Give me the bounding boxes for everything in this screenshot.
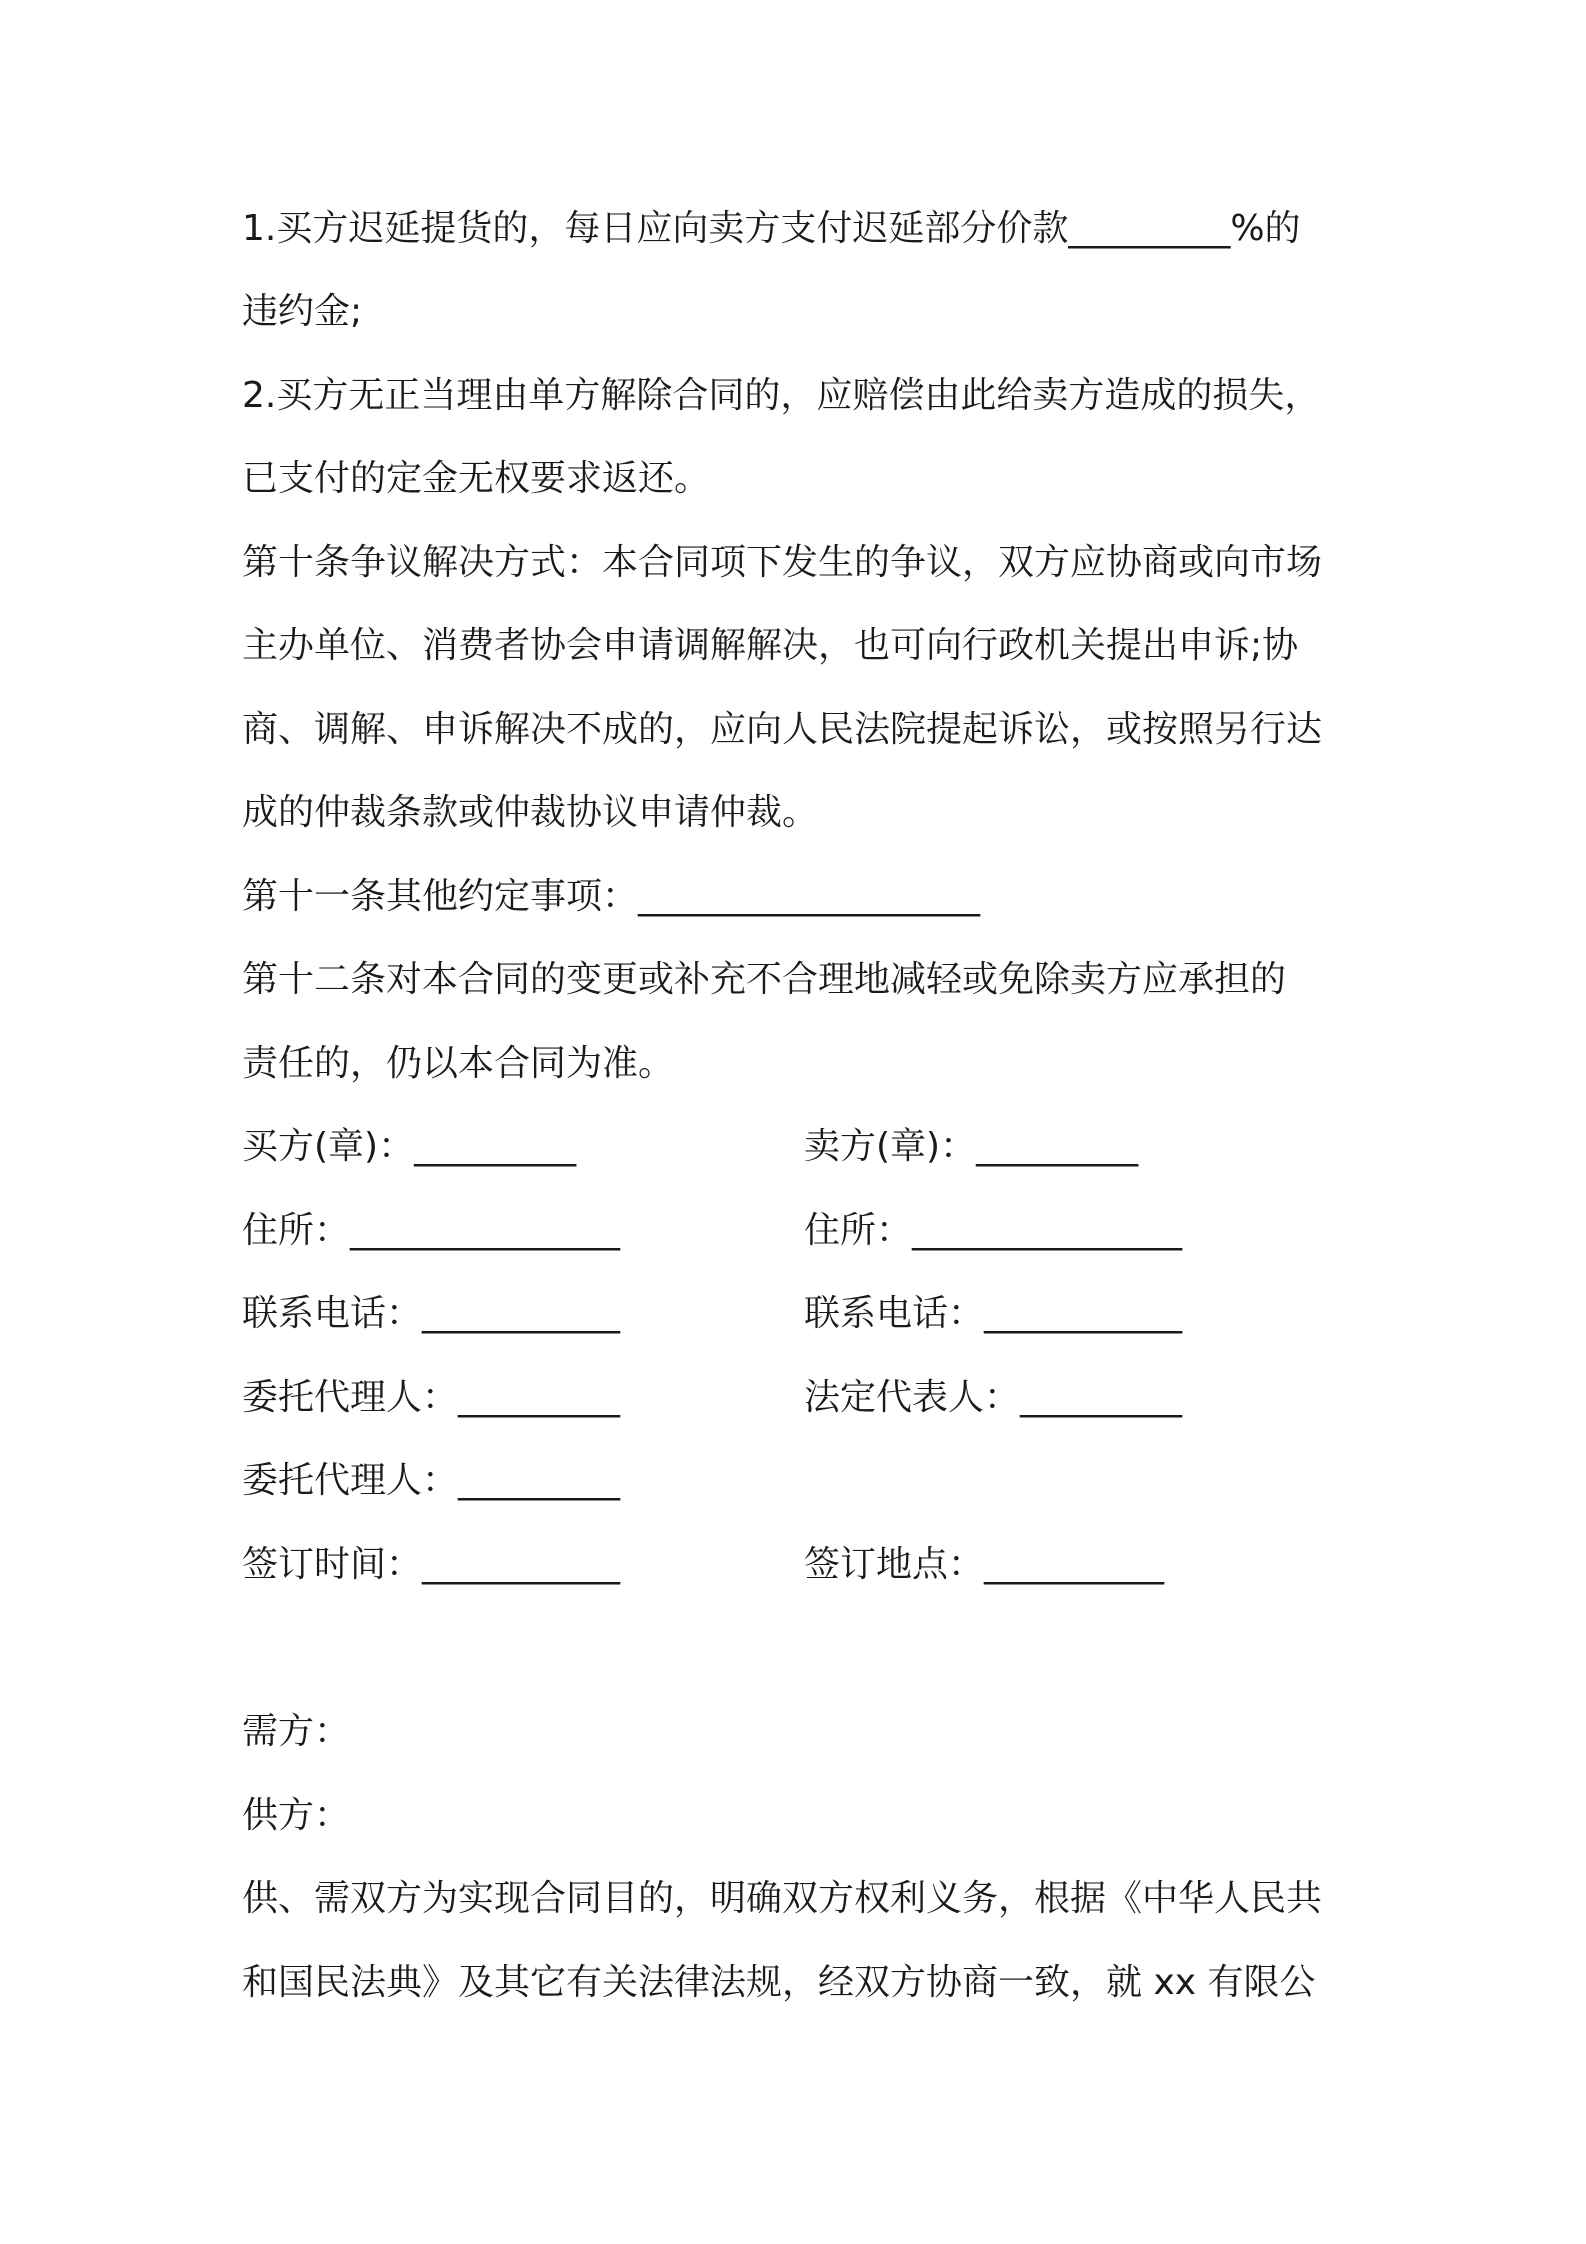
clause-9-item-1-line-1: 1.买方迟延提货的，每日应向卖方支付迟延部分价款_________%的 (242, 208, 1301, 249)
buyer-agent-field: 委托代理人：_________ (242, 1377, 621, 1418)
buyer-seal-field: 买方(章)：_________ (242, 1126, 577, 1167)
clause-12-line-2: 责任的，仍以本合同为准。 (242, 1043, 675, 1084)
clause-9-item-1-line-2: 违约金; (242, 291, 363, 332)
preamble-line-2: 和国民法典》及其它有关法律法规，经双方协商一致，就 xx 有限公 (242, 1962, 1316, 2003)
seller-legal-rep-field: 法定代表人：_________ (804, 1377, 1183, 1418)
seller-address-field: 住所：_______________ (804, 1210, 1183, 1251)
signing-place-field: 签订地点：__________ (804, 1544, 1165, 1585)
clause-10-line-4: 成的仲裁条款或仲裁协议申请仲裁。 (242, 792, 819, 833)
supply-party-label: 供方： (242, 1795, 351, 1836)
clause-11-line: 第十一条其他约定事项：___________________ (242, 876, 981, 917)
clause-10-line-1: 第十条争议解决方式：本合同项下发生的争议，双方应协商或向市场 (242, 542, 1323, 583)
signing-time-field: 签订时间：___________ (242, 1544, 621, 1585)
seller-phone-field: 联系电话：___________ (804, 1293, 1183, 1334)
seller-seal-field: 卖方(章)：_________ (804, 1126, 1139, 1167)
preamble-line-1: 供、需双方为实现合同目的，明确双方权利义务，根据《中华人民共 (242, 1878, 1323, 1919)
demand-party-label: 需方： (242, 1711, 351, 1752)
clause-9-item-2-line-1: 2.买方无正当理由单方解除合同的，应赔偿由此给卖方造成的损失， (242, 375, 1321, 416)
seller-agent-field: 委托代理人：_________ (242, 1460, 621, 1501)
clause-9-item-2-line-2: 已支付的定金无权要求返还。 (242, 458, 711, 499)
clause-12-line-1: 第十二条对本合同的变更或补充不合理地减轻或免除卖方应承担的 (242, 959, 1287, 1000)
clause-10-line-2: 主办单位、消费者协会申请调解解决，也可向行政机关提出申诉;协 (242, 625, 1299, 666)
clause-10-line-3: 商、调解、申诉解决不成的，应向人民法院提起诉讼，或按照另行达 (242, 709, 1323, 750)
buyer-phone-field: 联系电话：___________ (242, 1293, 621, 1334)
buyer-address-field: 住所：_______________ (242, 1210, 621, 1251)
